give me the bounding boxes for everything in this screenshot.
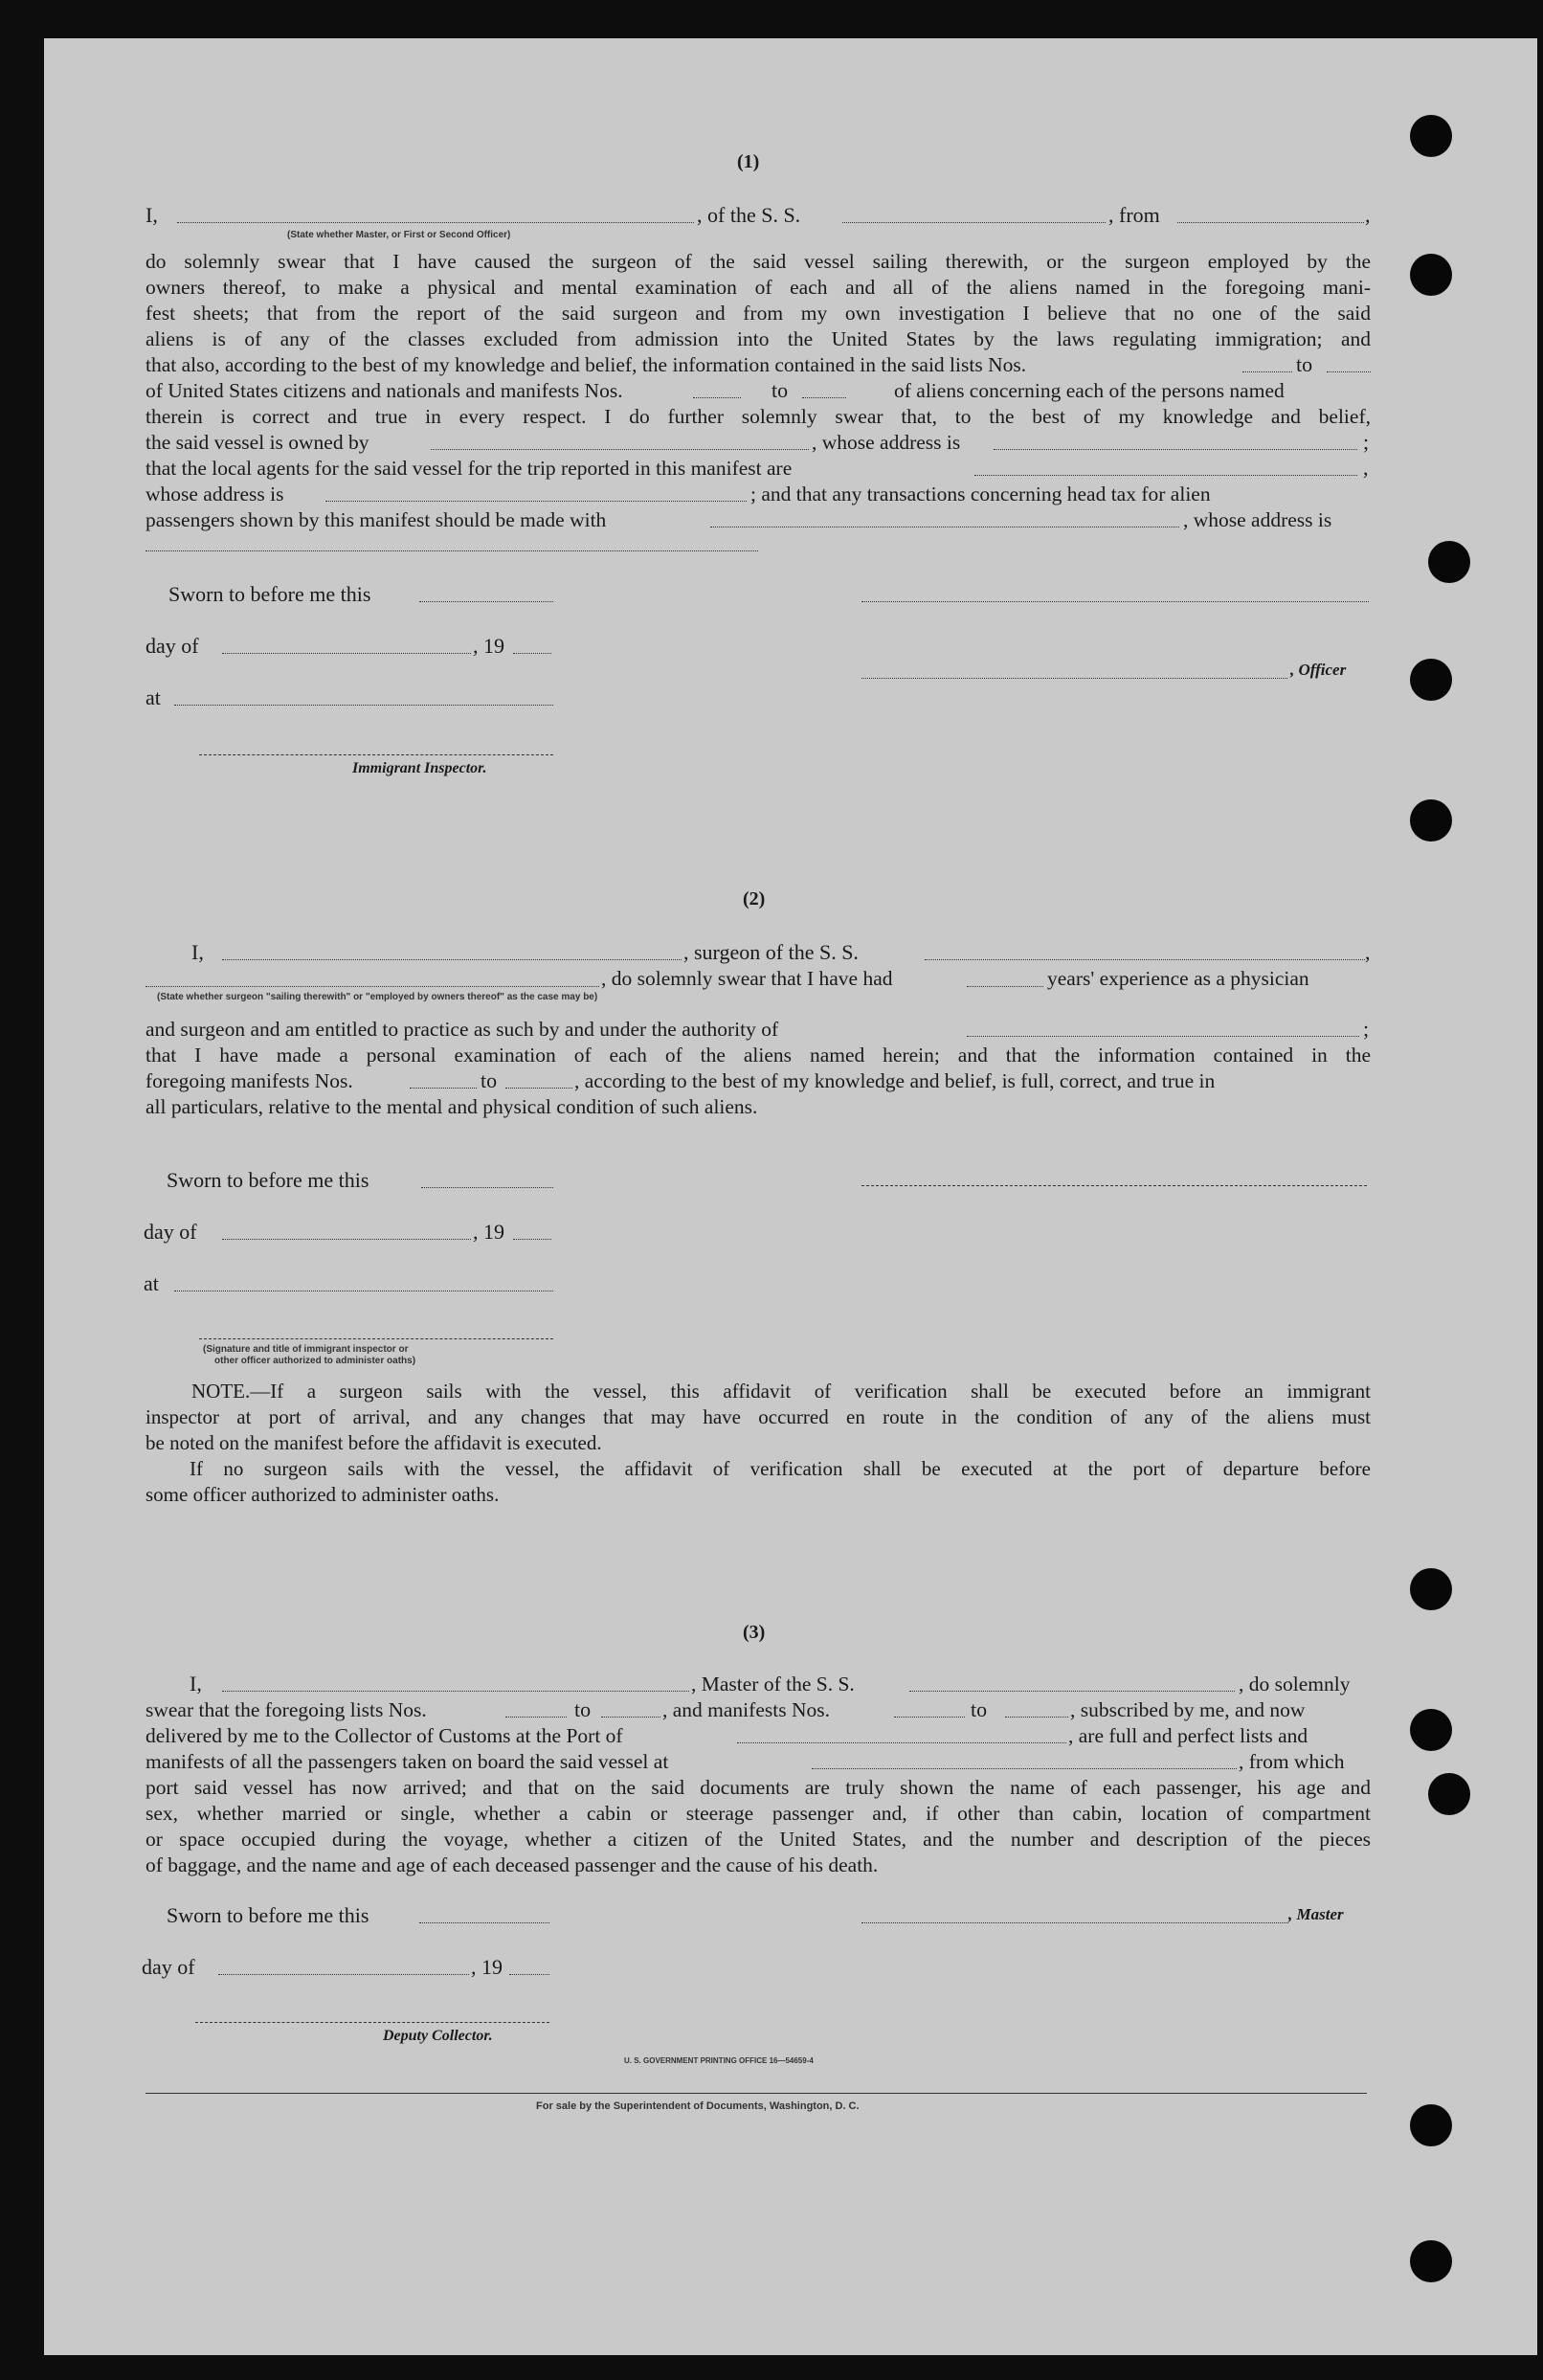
oath-paragraph-line: of baggage, and the name and age of each deceased passenger and the cause of his death.	[145, 1853, 879, 1876]
agents-text: that the local agents for the said vessel for the trip reported in this manifest are	[145, 457, 793, 480]
to-text: to	[1296, 352, 1313, 376]
blank-sworn-date[interactable]	[419, 1922, 549, 1923]
oath-paragraph-line: or space occupied during the voyage, whether a citizen of the United States, and the number and description of the pieces	[145, 1828, 1371, 1851]
manifests-text: , and manifests Nos.	[662, 1698, 830, 1721]
oath-paragraph-line: owners thereof, to make a physical and mental examination of each and all of the aliens named in the foregoing mani-	[145, 276, 1371, 299]
manifests-text: of United States citizens and nationals and manifests Nos.	[145, 379, 623, 402]
note-line: If no surgeon sails with the vessel, the affidavit of verification shall be executed at the port of departure before	[190, 1457, 1371, 1480]
oath-i: I,	[145, 203, 158, 227]
blank-list-from[interactable]	[505, 1717, 567, 1718]
field-caption: (State whether Master, or First or Second Officer)	[287, 230, 511, 240]
collector-signature-line[interactable]	[195, 2022, 549, 2023]
authority-text: and surgeon and am entitled to practice as such by and under the authority of	[145, 1018, 779, 1041]
blank-surgeon-signature[interactable]	[861, 1185, 1367, 1186]
section-number: (2)	[743, 888, 766, 909]
to-text: to	[971, 1697, 988, 1721]
blank-master-signature[interactable]	[861, 1922, 1288, 1923]
punch-hole	[1428, 1773, 1470, 1815]
blank-manifest-from[interactable]	[693, 397, 741, 398]
blank-port[interactable]	[737, 1742, 1066, 1743]
particulars-text: all particulars, relative to the mental and physical condition of such aliens.	[145, 1095, 758, 1118]
blank-agents[interactable]	[974, 475, 1357, 476]
agent-address-text: whose address is	[145, 483, 284, 505]
tax-address-text: , whose address is	[1183, 508, 1332, 531]
punch-hole	[1410, 1709, 1452, 1751]
inspector-signature-line[interactable]	[199, 1338, 553, 1339]
comma: ,	[1365, 940, 1371, 964]
blank-year[interactable]	[513, 653, 551, 654]
blank-from-port[interactable]	[1177, 222, 1364, 223]
oath-paragraph-line: sex, whether married or single, whether a cabin or steerage passenger and, if other than cabin, location of compartment	[145, 1802, 1371, 1825]
blank-surgeon-status[interactable]	[145, 986, 599, 987]
blank-manifest-to[interactable]	[1005, 1717, 1068, 1718]
deputy-collector-label: Deputy Collector.	[383, 2028, 493, 2044]
lists-text: swear that the foregoing lists Nos.	[145, 1698, 427, 1721]
at-text: at	[145, 685, 161, 709]
note-line: inspector at port of arrival, and any changes that may have occurred en route in the condition of any of the aliens must	[145, 1405, 1371, 1428]
at-text: at	[144, 1271, 159, 1295]
oath-paragraph-line: do solemnly swear that I have caused the surgeon of the said vessel sailing therewith, or the surgeon employed by the	[145, 250, 1371, 273]
punch-hole	[1410, 2240, 1452, 2282]
to-text: to	[574, 1697, 592, 1721]
punch-hole	[1410, 799, 1452, 842]
of-ss-text: , of the S. S.	[697, 203, 801, 227]
aliens-text: of aliens concerning each of the persons named	[894, 379, 1285, 402]
comma: ,	[1365, 203, 1371, 227]
experience-text: years' experience as a physician	[1047, 967, 1309, 990]
blank-list-to[interactable]	[601, 1717, 660, 1718]
head-tax-text: ; and that any transactions concerning head tax for alien	[750, 483, 1211, 505]
blank-ship-name[interactable]	[909, 1691, 1235, 1692]
signature-caption: other officer authorized to administer oaths)	[214, 1356, 416, 1366]
inspector-label: Immigrant Inspector.	[352, 760, 487, 776]
punch-hole	[1410, 1568, 1452, 1610]
sworn-text: Sworn to before me this	[168, 582, 371, 606]
day-of-text: day of	[145, 634, 199, 658]
blank-signature[interactable]	[861, 601, 1369, 602]
oath-paragraph-line: that I have made a personal examination of each of the aliens named herein; and that the information contained in the	[145, 1044, 1371, 1067]
taken-on-board-text: manifests of all the passengers taken on board the said vessel at	[145, 1750, 669, 1773]
note-line: NOTE.—If a surgeon sails with the vessel, this affidavit of verification shall be executed before an immigrant	[191, 1380, 1371, 1403]
blank-ship-name[interactable]	[842, 222, 1106, 223]
blank-owner[interactable]	[431, 449, 809, 450]
blank-ship-name[interactable]	[925, 959, 1365, 960]
sworn-text: Sworn to before me this	[167, 1903, 369, 1927]
to-text: to	[481, 1068, 498, 1092]
semicolon: ;	[1363, 1017, 1370, 1041]
blank-agent-address[interactable]	[325, 501, 747, 502]
master-ss-text: , Master of the S. S.	[691, 1673, 855, 1695]
address-text: , whose address is	[812, 431, 961, 454]
sworn-text: Sworn to before me this	[167, 1168, 369, 1192]
blank-officer-signature[interactable]	[861, 678, 1287, 679]
blank-owner-address[interactable]	[994, 449, 1357, 450]
oath-i: I,	[191, 940, 204, 964]
punch-hole	[1410, 2104, 1452, 2146]
lists-text: that also, according to the best of my knowledge and belief, the information contained in the said lists Nos.	[145, 353, 1027, 376]
year-prefix: , 19	[471, 1955, 503, 1979]
belief-text: , according to the best of my knowledge and belief, is full, correct, and true in	[574, 1069, 1216, 1092]
blank-sworn-date[interactable]	[421, 1187, 553, 1188]
master-label: , Master	[1288, 1905, 1344, 1923]
section-number: (1)	[737, 151, 760, 172]
subscribed-text: , subscribed by me, and now	[1070, 1698, 1306, 1721]
oath-i: I,	[190, 1672, 202, 1695]
blank-surgeon-name[interactable]	[222, 959, 682, 960]
to-text: to	[772, 378, 789, 402]
blank-embark-port[interactable]	[812, 1768, 1237, 1769]
punch-hole	[1410, 115, 1452, 157]
signature-caption: (Signature and title of immigrant inspector or	[203, 1344, 409, 1355]
from-text: , from	[1108, 203, 1160, 227]
owned-by-text: the said vessel is owned by	[145, 431, 369, 454]
semicolon: ;	[1363, 430, 1370, 454]
blank-year[interactable]	[509, 1974, 549, 1975]
for-sale-line: For sale by the Superintendent of Documents, Washington, D. C.	[536, 2100, 860, 2112]
section-number: (3)	[743, 1622, 766, 1643]
blank-place[interactable]	[174, 705, 553, 706]
blank-list-from[interactable]	[1242, 371, 1292, 372]
blank-years[interactable]	[967, 986, 1043, 987]
note-line: be noted on the manifest before the affidavit is executed.	[145, 1431, 602, 1454]
blank-authority[interactable]	[967, 1036, 1359, 1037]
year-prefix: , 19	[473, 1220, 504, 1244]
blank-manifest-to[interactable]	[802, 397, 846, 398]
day-of-text: day of	[142, 1955, 195, 1979]
blank-sworn-date[interactable]	[419, 601, 553, 602]
punch-hole	[1410, 254, 1452, 296]
surgeon-ss-text: , surgeon of the S. S.	[683, 940, 859, 964]
blank-manifest-from[interactable]	[894, 1717, 965, 1718]
year-prefix: , 19	[473, 634, 504, 658]
officer-label: , Officer	[1290, 661, 1347, 679]
solemnly-text: , do solemnly	[1239, 1673, 1351, 1695]
from-which-text: , from which	[1239, 1750, 1345, 1773]
oath-paragraph-line: therein is correct and true in every respect. I do further solemnly swear that, to the best of my knowledge and belief,	[145, 405, 1371, 428]
perfect-lists-text: , are full and perfect lists and	[1068, 1724, 1308, 1747]
oath-paragraph-line: aliens is of any of the classes excluded from admission into the United States by the laws regulating immigration; and	[145, 327, 1371, 350]
manifests-text: foregoing manifests Nos.	[145, 1069, 353, 1092]
printer-imprint: U. S. GOVERNMENT PRINTING OFFICE 16—54659-4	[624, 2056, 814, 2065]
blank-year[interactable]	[513, 1239, 551, 1240]
field-caption: (State whether surgeon "sailing therewith" or "employed by owners thereof" as the case may be)	[157, 992, 598, 1002]
punch-hole	[1410, 659, 1452, 701]
day-of-text: day of	[144, 1220, 197, 1244]
comma: ,	[1363, 456, 1369, 480]
punch-hole	[1428, 541, 1470, 583]
blank-month[interactable]	[222, 1239, 471, 1240]
blank-manifest-to[interactable]	[505, 1088, 572, 1089]
oath-paragraph-line: port said vessel has now arrived; and that on the said documents are truly shown the name of each passenger, his age and	[145, 1776, 1371, 1799]
blank-master-name[interactable]	[222, 1691, 689, 1692]
blank-tax-party[interactable]	[710, 527, 1179, 528]
inspector-signature-line[interactable]	[199, 754, 553, 755]
swear-text: , do solemnly swear that I have had	[601, 967, 893, 990]
blank-list-to[interactable]	[1327, 371, 1371, 372]
blank-manifest-from[interactable]	[410, 1088, 477, 1089]
note-line: some officer authorized to administer oaths.	[145, 1483, 500, 1506]
delivered-text: delivered by me to the Collector of Customs at the Port of	[145, 1724, 623, 1747]
blank-tax-address[interactable]	[145, 550, 758, 551]
oath-paragraph-line: fest sheets; that from the report of the said surgeon and from my own investigation I believe that no one of the said	[145, 302, 1371, 325]
blank-month[interactable]	[222, 653, 471, 654]
blank-month[interactable]	[218, 1974, 469, 1975]
blank-officer-rank[interactable]	[177, 222, 694, 223]
passengers-text: passengers shown by this manifest should be made with	[145, 508, 607, 531]
footer-rule	[145, 2093, 1367, 2094]
